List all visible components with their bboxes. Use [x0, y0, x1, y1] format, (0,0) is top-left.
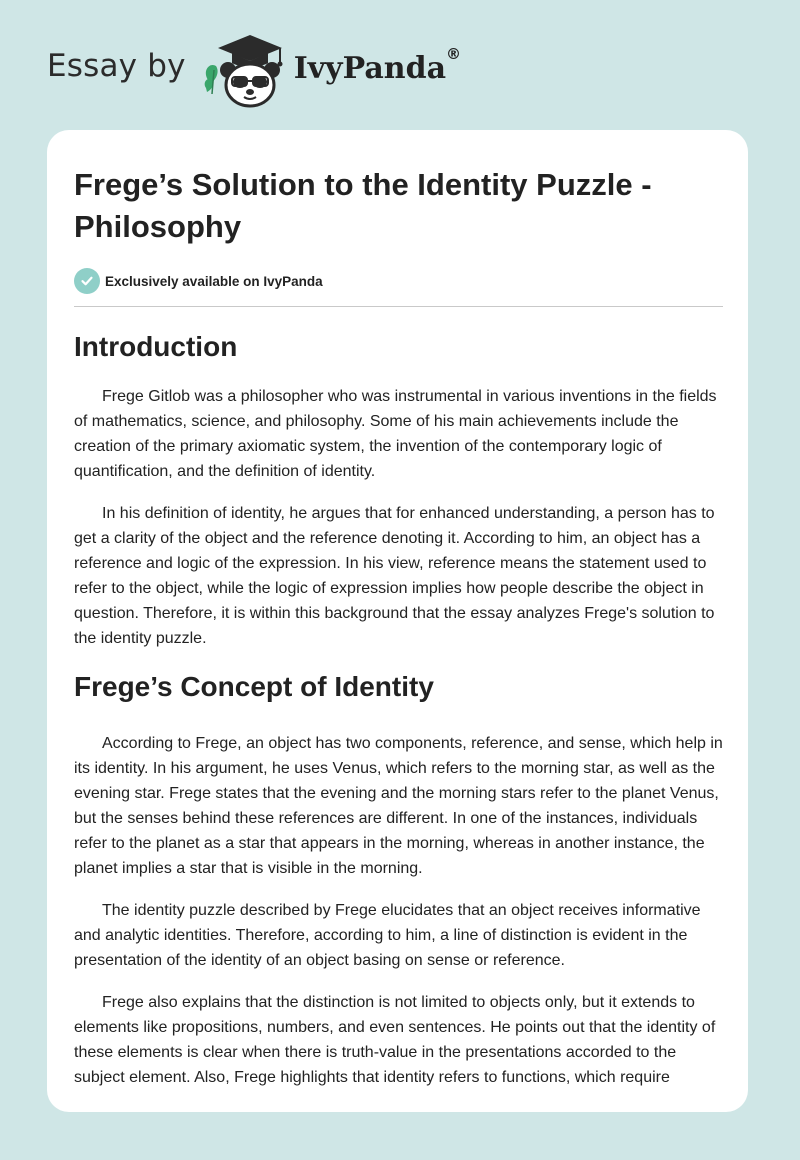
- exclusive-label: Exclusively available on IvyPanda: [105, 273, 323, 289]
- brand-prefix: Essay by: [47, 48, 186, 84]
- essay-card: [47, 130, 748, 1112]
- site-header-logo[interactable]: [47, 30, 461, 110]
- paragraph: According to Frege, an object has two components, reference, and sense, which help in its identity. In his argument, he uses Venus, which refers to the morning star, as well as the evening star. Frege states that the evening and the morning stars refer to the planet Venus, but the senses behind these references are different. In one of the instances, individuals refer to the planet as a star that appears in the morning, whereas in another instance, the planet implies a star that is visible in the morning.: [74, 735, 723, 877]
- registered-mark: ®: [446, 44, 462, 63]
- paragraph: The identity puzzle described by Frege elucidates that an object receives informative and analytic identities. Therefore, according to him, a line of distinction is evident in the presentation of the identity of an object basing on sense or reference.: [74, 902, 701, 969]
- section-heading-concept-of-identity: Frege’s Concept of Identity: [74, 671, 434, 702]
- brand-name-text: IvyPanda: [293, 50, 447, 86]
- paragraph: Frege also explains that the distinction is not limited to objects only, but it extends to elements like propositions, numbers, and even sentences. He points out that the identity of these elements is clear when there is truth-value in the presentations accorded to the subject element. Also, Frege highlights that identity refers to functions, which require: [74, 994, 716, 1086]
- paragraph: In his definition of identity, he argues that for enhanced understanding, a person has to get a clarity of the object and the reference denoting it. According to him, an object has a reference and logic of the expression. In his view, reference means the statement used to refer to the object, while the logic of expression implies how people describe the object in question. Therefore, it is within this background that the essay analyzes Frege's solution to the identity puzzle.: [74, 505, 715, 647]
- check-icon: [74, 268, 100, 294]
- divider: [74, 306, 723, 307]
- essay-content: [74, 164, 723, 1090]
- section-heading-introduction: Introduction: [74, 331, 238, 362]
- page-title: Frege’s Solution to the Identity Puzzle - Philosophy: [74, 167, 652, 244]
- brand-name: [293, 44, 462, 86]
- paragraph: Frege Gitlob was a philosopher who was instrumental in various inventions in the fields of mathematics, science, and philosophy. Some of his main achievements include the creation of the primary axiomatic system, the invention of the contemporary logic of quantification, and the definition of identity.: [74, 388, 717, 480]
- panda-graduation-cap-icon: [200, 30, 290, 110]
- exclusive-badge: [74, 268, 723, 294]
